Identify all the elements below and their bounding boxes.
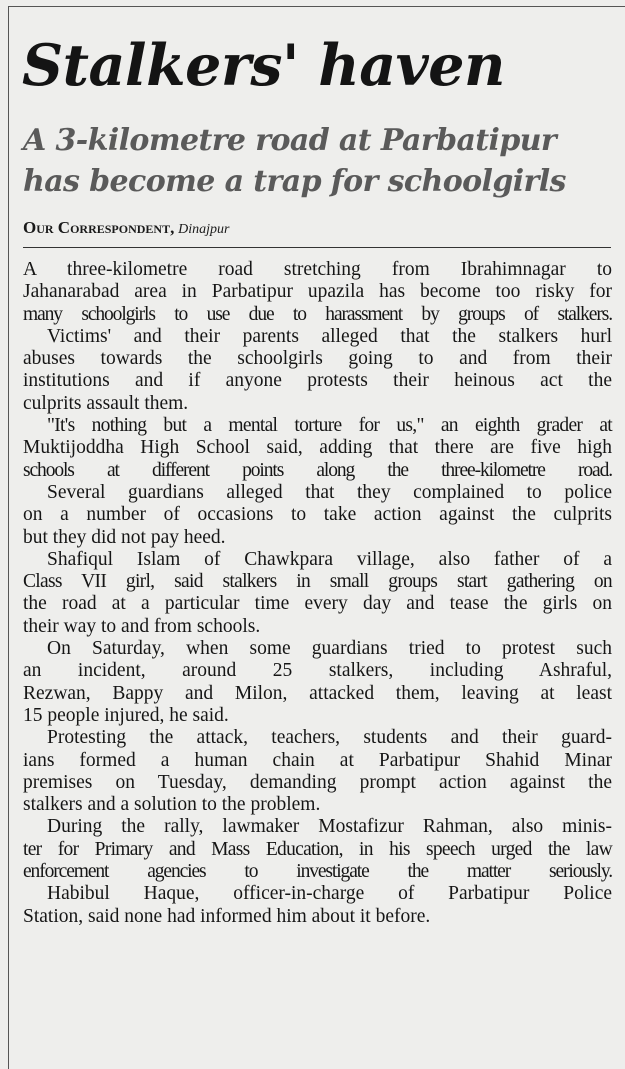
subheadline-line: has become a trap for schoolgirls bbox=[23, 164, 566, 199]
byline-divider bbox=[23, 247, 611, 248]
body-line: During the rally, lawmaker Mostafizur Rahman, also minis- bbox=[47, 816, 612, 838]
body-line: "It's nothing but a mental torture for us," an eighth grader at bbox=[47, 415, 612, 437]
body-line: Muktijoddha High School said, adding that there are five high bbox=[23, 437, 612, 459]
body-line: abuses towards the schoolgirls going to and from their bbox=[23, 348, 612, 370]
body-line: Station, said none had informed him about it before. bbox=[23, 905, 431, 927]
left-border-rule bbox=[8, 6, 9, 1069]
body-line: ians formed a human chain at Parbatipur Shahid Minar bbox=[23, 749, 612, 771]
body-line: an incident, around 25 stalkers, including Ashraful, bbox=[23, 660, 612, 682]
body-line: Several guardians alleged that they complained to police bbox=[47, 481, 612, 503]
byline bbox=[23, 218, 229, 240]
body-line: the road at a particular time every day and tease the girls on bbox=[23, 593, 612, 615]
body-line: ter for Primary and Mass Education, in his speech urged the law bbox=[23, 838, 612, 860]
byline-author: Our Correspondent, bbox=[23, 218, 175, 237]
body-line: on a number of occasions to take action against the culprits bbox=[23, 504, 612, 526]
body-line: their way to and from schools. bbox=[23, 615, 261, 637]
body-line: stalkers and a solution to the problem. bbox=[23, 794, 321, 816]
body-line: premises on Tuesday, demanding prompt action against the bbox=[23, 771, 612, 793]
body-line: Rezwan, Bappy and Milon, attacked them, leaving at least bbox=[23, 682, 612, 704]
body-line: Jahanarabad area in Parbatipur upazila has become too risky for bbox=[23, 281, 612, 303]
article-body bbox=[23, 259, 612, 928]
subheadline bbox=[23, 120, 566, 202]
body-line: On Saturday, when some guardians tried to protest such bbox=[47, 638, 612, 660]
body-line: Shafiqul Islam of Chawkpara village, also father of a bbox=[47, 548, 612, 570]
body-line: many schoolgirls to use due to harassment by groups of stalkers. bbox=[23, 303, 612, 325]
body-line: Victims' and their parents alleged that the stalkers hurl bbox=[47, 325, 612, 347]
body-line: schools at different points along the three-kilometre road. bbox=[23, 459, 612, 481]
subheadline-line: A 3-kilometre road at Parbatipur bbox=[23, 123, 557, 158]
body-line: culprits assault them. bbox=[23, 392, 189, 414]
body-line: institutions and if anyone protests their heinous act the bbox=[23, 370, 612, 392]
body-line: Protesting the attack, teachers, students and their guard- bbox=[47, 727, 612, 749]
body-line: but they did not pay heed. bbox=[23, 526, 226, 548]
headline: Stalkers' haven bbox=[22, 32, 505, 99]
body-line: enforcement agencies to investigate the matter seriously. bbox=[23, 861, 612, 883]
top-border-rule bbox=[8, 6, 625, 7]
body-line: A three-kilometre road stretching from Ibrahimnagar to bbox=[23, 259, 612, 280]
body-line: Habibul Haque, officer-in-charge of Parbatipur Police bbox=[47, 883, 612, 905]
byline-location: Dinajpur bbox=[178, 222, 230, 237]
body-line: Class VII girl, said stalkers in small groups start gathering on bbox=[23, 571, 612, 593]
body-line: 15 people injured, he said. bbox=[23, 704, 229, 726]
